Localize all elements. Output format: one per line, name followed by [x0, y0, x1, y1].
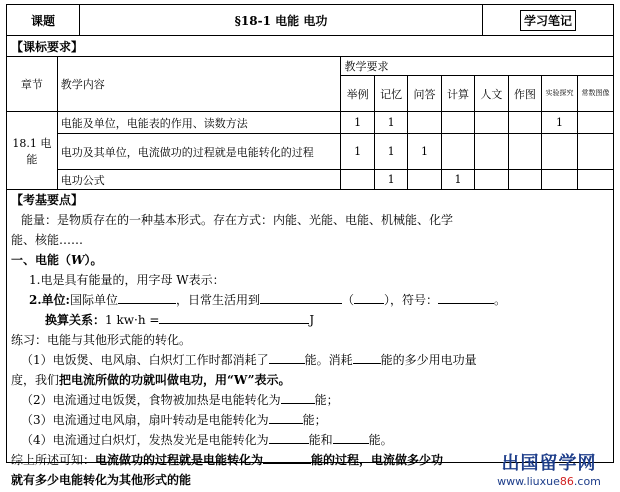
energy-definition-line2: 能、核能…… [11, 233, 84, 247]
req-col-experiment: 实验探究 [542, 76, 578, 112]
blank-ex1-b[interactable] [353, 351, 381, 364]
mark-cell: 1 [408, 134, 441, 170]
exercise-2-text-b: 能； [314, 393, 339, 407]
blank-ex1-a[interactable] [269, 351, 305, 364]
notes-label-cell [483, 5, 613, 35]
summary-last-line: 就有多少电能转化为其他形式的能 [11, 473, 192, 487]
site-watermark [484, 449, 614, 488]
table-row [7, 170, 614, 190]
exercise-4 [11, 430, 609, 450]
summary-text-a: 综上所述可知： [11, 453, 96, 467]
row-content: 电功公式 [57, 170, 341, 190]
watermark-url-b: 86 [559, 475, 574, 488]
watermark-url-a: www.liuxue [497, 475, 560, 488]
exercise-1-text-d: 度，我们 [11, 373, 60, 387]
req-col-constants: 常数图像 [578, 76, 614, 112]
section-1-close: ）。 [84, 253, 103, 267]
mark-cell [542, 170, 578, 190]
exercise-1-line1 [11, 350, 609, 370]
blank-summary[interactable] [263, 451, 311, 464]
units-label: 2.单位: [29, 293, 70, 307]
exercise-3 [11, 410, 609, 430]
blank-daily-unit[interactable] [260, 291, 342, 304]
header-row [6, 4, 614, 35]
units-text-c: （ [342, 293, 355, 307]
mark-cell [508, 170, 541, 190]
exercise-1-text-c: 能的多少用电功量 [380, 353, 477, 367]
exercise-4-text-b: 能和 [308, 433, 333, 447]
electric-work-definition: 把电流所做的功就叫做电功，用“W”表示。 [59, 373, 291, 387]
row-content: 电能及单位，电能表的作用、读数方法 [57, 112, 341, 134]
table-row [7, 112, 614, 134]
mark-cell: 1 [341, 112, 374, 134]
mark-cell [341, 170, 374, 190]
req-col-calc: 计算 [441, 76, 474, 112]
lesson-title: §18-1 电能 电功 [80, 5, 483, 35]
mark-cell: 1 [374, 134, 407, 170]
blank-ex4-b[interactable] [333, 431, 369, 444]
conversion-label: 换算关系： [45, 313, 106, 327]
conversion-text: 1 kw·h = [105, 313, 160, 327]
col-chapter: 章节 [7, 57, 58, 112]
section-1-symbol: W [71, 253, 85, 267]
exercise-1-line2 [11, 370, 609, 390]
req-col-example: 举例 [341, 76, 374, 112]
section-1-title-text: 一、电能（ [11, 253, 72, 267]
topic-label: 课题 [7, 5, 80, 35]
summary-bold-a: 电流做功的过程就是电能转化为 [95, 453, 264, 467]
mark-cell [441, 134, 474, 170]
mark-cell [508, 134, 541, 170]
mark-cell [441, 112, 474, 134]
req-col-humanities: 人文 [475, 76, 508, 112]
exercise-4-text-c: 能。 [368, 433, 393, 447]
blank-conversion[interactable] [159, 311, 309, 324]
point-1: 1.电是具有能量的，用字母 W表示： [29, 273, 225, 287]
energy-definition-line1: 能量：是物质存在的一种基本形式。存在方式：内能、光能、电能、机械能、化学 [21, 213, 454, 227]
requirements-table [6, 56, 614, 190]
blank-symbol[interactable] [438, 291, 494, 304]
blank-si-unit[interactable] [118, 291, 176, 304]
exercise-intro: 练习：电能与其他形式能的转化。 [11, 333, 192, 347]
col-content: 教学内容 [57, 57, 341, 112]
exercise-1-text-b: 能。消耗 [304, 353, 353, 367]
units-text-a: 国际单位 [69, 293, 118, 307]
mark-cell [508, 112, 541, 134]
mark-cell: 1 [542, 112, 578, 134]
mark-cell [542, 134, 578, 170]
exercise-3-text-b: 能； [302, 413, 327, 427]
mark-cell: 1 [374, 170, 407, 190]
exercise-4-text-a: （4）电流通过白炽灯，发热发光是电能转化为 [21, 433, 269, 447]
chapter-cell: 18.1 电能 [7, 112, 58, 190]
mark-cell: 1 [441, 170, 474, 190]
req-col-drawing: 作图 [508, 76, 541, 112]
conversion-line [11, 310, 609, 330]
point-2-units [11, 290, 609, 310]
col-requirements: 教学要求 [341, 57, 614, 76]
units-text-e: 。 [494, 293, 507, 307]
mark-cell [475, 134, 508, 170]
req-col-memory: 记忆 [374, 76, 407, 112]
mark-cell [475, 112, 508, 134]
summary-bold-b: 能的过程，电流做多少功 [311, 453, 444, 467]
exercise-3-text-a: （3）电流通过电风扇，扇叶转动是电能转化为 [21, 413, 269, 427]
mark-cell [475, 170, 508, 190]
mark-cell [408, 112, 441, 134]
units-text-d: ），符号： [384, 293, 439, 307]
blank-ex4-a[interactable] [269, 431, 309, 444]
notes-label: 学习笔记 [520, 10, 576, 31]
standards-heading: 【课标要求】 [6, 35, 614, 56]
mark-cell [578, 170, 614, 190]
exercise-1-text-a: （1）电饭煲、电风扇、白炽灯工作时都消耗了 [21, 353, 269, 367]
blank-ex3[interactable] [269, 411, 303, 424]
mark-cell [578, 134, 614, 170]
key-points-heading: 【考基要点】 [11, 193, 84, 207]
watermark-name: 出国留学网 [501, 453, 597, 474]
exercise-2-text-a: （2）电流通过电饭煲，食物被加热是电能转化为 [21, 393, 281, 407]
watermark-url-c: .com [573, 475, 601, 488]
blank-unit-name[interactable] [354, 291, 384, 304]
row-content: 电功及其单位，电流做功的过程就是电能转化的过程 [57, 134, 341, 170]
blank-ex2[interactable] [281, 391, 315, 404]
conversion-unit: J [309, 313, 315, 327]
mark-cell: 1 [374, 112, 407, 134]
mark-cell: 1 [341, 134, 374, 170]
req-col-qa: 问答 [408, 76, 441, 112]
exercise-2 [11, 390, 609, 410]
watermark-url [484, 475, 614, 488]
section-1-title [11, 250, 609, 270]
table-row [7, 134, 614, 170]
mark-cell [578, 112, 614, 134]
mark-cell [408, 170, 441, 190]
units-text-b: ，日常生活用到 [175, 293, 260, 307]
